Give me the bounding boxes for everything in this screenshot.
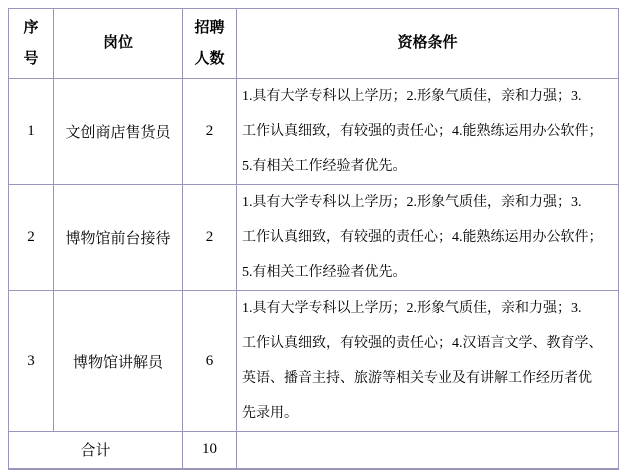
header-serial-line2: 号	[23, 50, 39, 67]
header-cell-qualification	[237, 9, 619, 79]
qualification-line: 工作认真细致，有较强的责任心；4.汉语言文学、教育学、	[242, 336, 603, 351]
qualification-cell	[237, 185, 619, 291]
total-qualification-cell	[237, 432, 619, 469]
total-count-cell: 10	[183, 432, 237, 469]
header-row	[9, 9, 619, 79]
qualification-line: 工作认真细致，有较强的责任心；4.能熟练运用办公软件；	[242, 124, 603, 139]
position-cell: 文创商店售货员	[54, 79, 183, 185]
position-cell: 博物馆讲解员	[54, 291, 183, 432]
qualification-line: 5.有相关工作经验者优先。	[242, 265, 407, 280]
serial-cell: 3	[9, 291, 54, 432]
table-row	[9, 79, 619, 185]
qualification-line: 5.有相关工作经验者优先。	[242, 159, 407, 174]
qualification-cell	[237, 291, 619, 432]
serial-cell: 2	[9, 185, 54, 291]
count-cell: 2	[183, 79, 237, 185]
position-cell: 博物馆前台接待	[54, 185, 183, 291]
count-cell: 2	[183, 185, 237, 291]
table-row	[9, 291, 619, 432]
header-position-label: 岗位	[102, 35, 133, 51]
header-count-line1: 招聘	[194, 19, 225, 36]
table-row	[9, 185, 619, 291]
header-cell-position	[54, 9, 183, 79]
total-label-cell: 合计	[9, 432, 183, 469]
header-qualification-label: 资格条件	[397, 35, 458, 51]
qualification-line: 1.具有大学专科以上学历；2.形象气质佳，亲和力强；3.	[242, 89, 582, 104]
count-cell: 6	[183, 291, 237, 432]
qualification-cell	[237, 79, 619, 185]
qualification-line: 1.具有大学专科以上学历；2.形象气质佳，亲和力强；3.	[242, 301, 582, 316]
qualification-line: 1.具有大学专科以上学历；2.形象气质佳，亲和力强；3.	[242, 195, 582, 210]
recruitment-table	[8, 8, 619, 470]
header-cell-serial	[9, 9, 54, 79]
serial-cell: 1	[9, 79, 54, 185]
header-count-line2: 人数	[194, 50, 225, 67]
qualification-line: 先录用。	[242, 406, 298, 421]
header-serial-line1: 序	[23, 19, 39, 36]
qualification-line: 工作认真细致，有较强的责任心；4.能熟练运用办公软件；	[242, 230, 603, 245]
qualification-line: 英语、播音主持、旅游等相关专业及有讲解工作经历者优	[242, 371, 592, 386]
total-row	[9, 432, 619, 469]
header-cell-count	[183, 9, 237, 79]
